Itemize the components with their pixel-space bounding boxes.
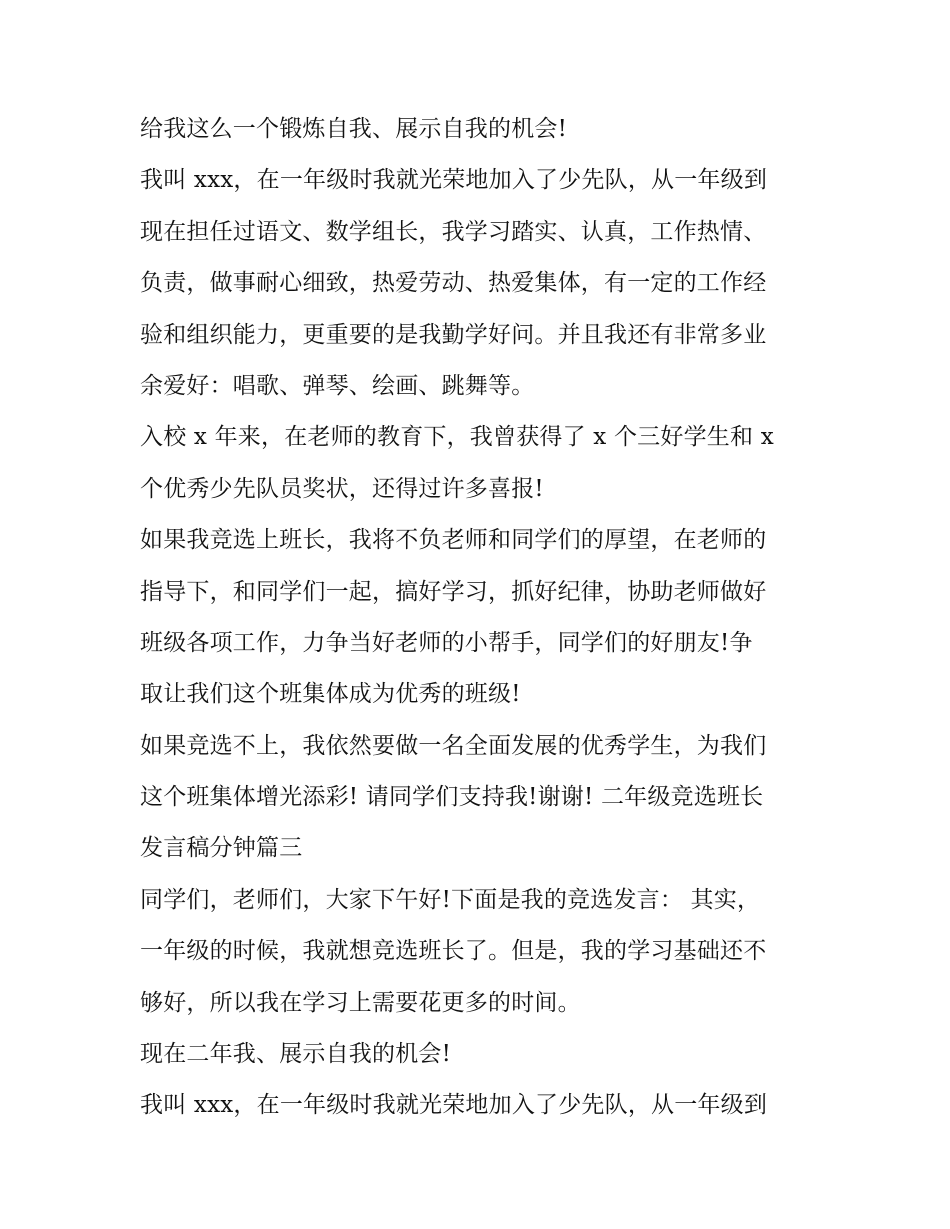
text-line: 现在担任过语文、数学组长，我学习踏实、认真，工作热情、 (140, 218, 767, 245)
text-line: 给我这么一个锻炼自我、展示自我的机会! (140, 116, 568, 142)
text-line: 指导下，和同学们一起，搞好学习，抓好纪律，协助老师做好 (140, 578, 767, 605)
text-line: 如果竞选不上，我依然要做一名全面发展的优秀学生，为我们 (140, 732, 767, 759)
text-line: 现在二年我、展示自我的机会! (140, 1041, 452, 1068)
text-line: 取让我们这个班集体成为优秀的班级! (140, 681, 521, 708)
text-line: 我叫 xxx，在一年级时我就光荣地加入了少先队，从一年级到 (140, 1092, 768, 1119)
document-body (140, 104, 820, 1132)
text-line: 如果我竞选上班长，我将不负老师和同学们的厚望，在老师的 (140, 527, 767, 554)
text-line: 这个班集体增光添彩! 请同学们支持我!谢谢! 二年级竞选班长 (140, 784, 764, 811)
text-line: 一年级的时候，我就想竞选班长了。但是，我的学习基础还不 (140, 938, 767, 965)
text-line: 入校 x 年来，在老师的教育下，我曾获得了 x 个三好学生和 x (140, 424, 774, 451)
text-line: 验和组织能力，更重要的是我勤学好问。并且我还有非常多业 (140, 321, 767, 348)
text-line: 负责，做事耐心细致，热爱劳动、热爱集体，有一定的工作经 (140, 270, 767, 297)
text-line: 个优秀少先队员奖状，还得过许多喜报! (140, 475, 544, 502)
text-line: 够好，所以我在学习上需要花更多的时间。 (140, 989, 581, 1016)
text-line: 我叫 xxx，在一年级时我就光荣地加入了少先队，从一年级到 (140, 167, 768, 194)
text-line: 班级各项工作，力争当好老师的小帮手，同学们的好朋友!争 (140, 629, 753, 656)
text-line: 余爱好：唱歌、弹琴、绘画、跳舞等。 (140, 372, 535, 399)
text-line: 同学们，老师们，大家下午好!下面是我的竞选发言： 其实， (140, 886, 761, 913)
text-line: 发言稿分钟篇三 (140, 835, 303, 862)
